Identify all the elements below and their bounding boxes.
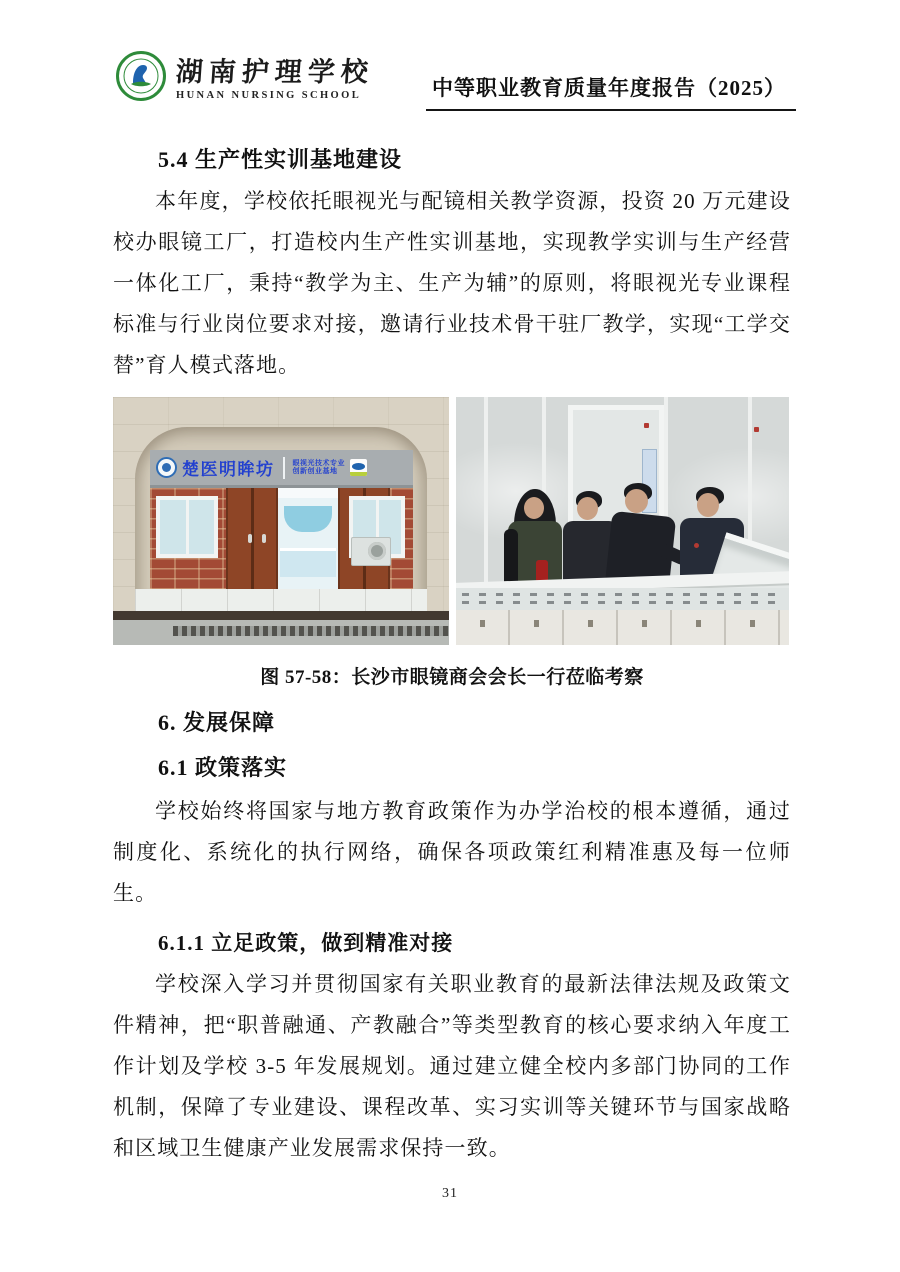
storefront-window-left [156,496,218,558]
panel-seal [754,427,759,432]
section-6-1-paragraph: 学校始终将国家与地方教育政策作为办学治校的根本遵循，通过制度化、系统化的执行网络，确保各项政策红利精准惠及每一位师生。 [113,799,791,905]
section-6-1-1-heading: 6.1.1 立足政策，做到精准对接 [158,931,454,955]
page-number: 31 [442,1186,458,1201]
section-6-heading: 6. 发展保障 [158,710,276,735]
air-conditioner-unit [351,537,391,566]
school-name-en: HUNAN NURSING SCHOOL [176,90,362,101]
display-counter-cabinet [456,610,789,645]
storefront-sign-divider [283,457,285,479]
section-6-1-1-paragraph: 学校深入学习并贯彻国家有关职业教育的最新法律法规及政策文件精神，把“职普融通、产教融合”等类型教育的核心要求纳入年度工作计划及学校 3-5 年发展规划。通过建立健全校内多部门协同的工作机制，保障了专业建设、课程改革、实习实训等关键环节与国家战略和区域卫生健康产业发展需求保持一致。 [113,972,791,1160]
storefront-sign [150,450,413,488]
storefront-door-left [226,488,278,589]
lapel-pin [694,543,699,548]
panel-seal [644,423,649,428]
storefront-sign-sub1: 眼视光技术专业 [292,459,345,467]
storefront-sign-logo-icon [156,457,177,478]
school-logo [116,50,374,101]
storefront-pavement [113,620,449,645]
section-5-4-heading: 5.4 生产性实训基地建设 [158,147,403,172]
photo-storefront [113,397,449,645]
document-body [113,133,791,1169]
storefront-glass-entrance [278,488,338,589]
section-6-1-heading: 6.1 政策落实 [158,755,288,780]
storefront-sign-title: 楚医明眸坊 [182,460,275,479]
storefront-sign-subtitle [293,460,346,476]
storefront-sign-sub2: 创新创业基地 [292,467,338,475]
glass-panel-line [484,397,488,585]
storefront-brick-face [150,488,413,589]
storefront-tile-floor [135,589,427,611]
storefront-step [113,611,449,620]
report-title: 中等职业教育质量年度报告（2025） [426,72,796,111]
school-name [176,50,374,101]
school-name-cn: 湖南护理学校 [174,57,375,87]
storefront-eye-icon [350,459,367,476]
drain-grate [173,626,449,636]
section-5-4-paragraph: 本年度，学校依托眼视光与配镜相关教学资源，投资 20 万元建设校办眼镜工厂，打造校内生产性实训基地，实现教学实训与生产经营一体化工厂，秉持“教学为主、生产为辅”的原则，将眼视光专业课程标准与行业岗位要求对接，邀请行业技术骨干驻厂教学，实现“工学交替”育人模式落地。 [113,189,791,377]
figure-row [113,397,791,645]
photo-visitors [456,397,789,645]
figure-caption: 图 57-58：长沙市眼镜商会会长一行莅临考察 [260,667,644,688]
school-logo-icon [116,51,166,101]
display-counter-glass [456,588,789,610]
